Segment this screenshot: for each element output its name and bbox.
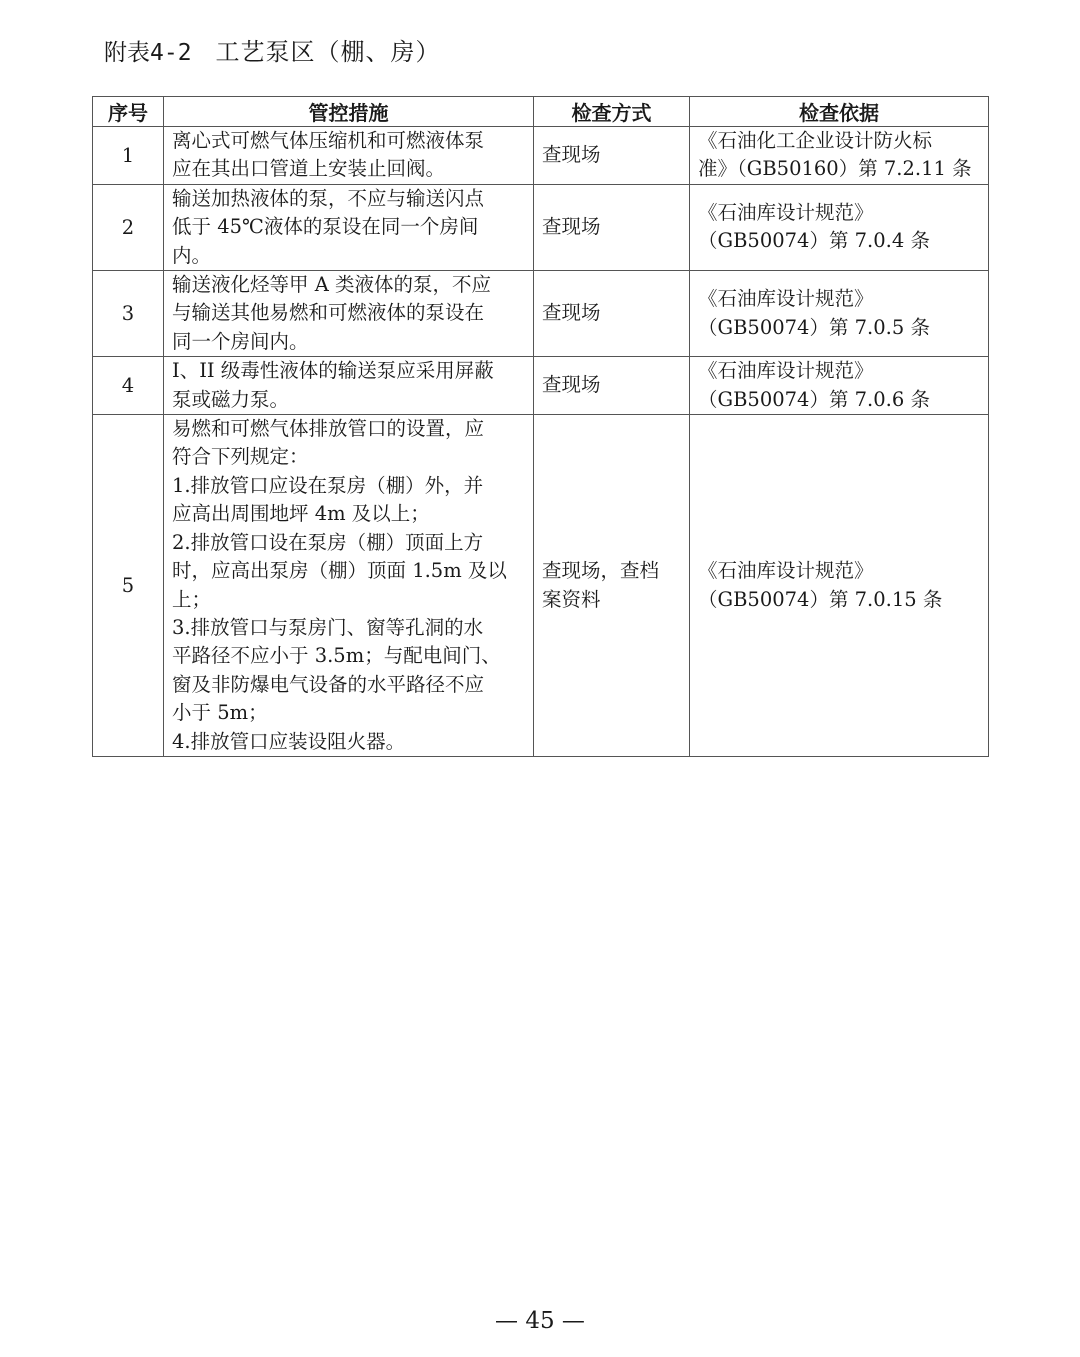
row-measure [164,184,534,270]
table-row [93,271,989,357]
measure-line: 窗及非防爆电气设备的水平路径不应 [172,672,485,696]
row-measure [164,271,534,357]
measure-line: 平路径不应小于 3.5m；与配电间门、 [172,644,501,668]
basis-line: 《石油库设计规范》 [698,359,874,383]
basis-line: 《石油库设计规范》 [698,201,874,225]
basis-line: （GB50074）第 7.0.15 条 [698,587,943,611]
measure-line: 同一个房间内。 [172,329,309,353]
row-seq: 5 [93,415,164,757]
measure-line: 离心式可燃气体压缩机和可燃液体泵 [172,129,485,152]
measure-line: I、II 级毒性液体的输送泵应采用屏蔽 [172,359,494,383]
row-seq: 4 [93,357,164,415]
basis-line: 准》（GB50160）第 7.2.11 条 [698,157,972,181]
row-method [534,271,690,357]
method-line: 查现场，查档 [542,559,660,583]
header-method: 检查方式 [534,97,690,127]
basis-line: 《石油库设计规范》 [698,559,874,583]
table-row [93,415,989,757]
method-line: 查现场 [542,373,601,397]
basis-line: （GB50074）第 7.0.5 条 [698,315,930,339]
measure-line: 输送液化烃等甲 A 类液体的泵，不应 [172,273,491,297]
measure-line: 上； [172,587,212,611]
header-basis: 检查依据 [690,97,989,127]
row-method [534,415,690,757]
header-seq: 序号 [93,97,164,127]
table-row [93,184,989,270]
table-name: 工艺泵区（棚、房） [215,38,441,66]
measure-line: 3.排放管口与泵房门、窗等孔洞的水 [172,615,484,639]
inspection-table [92,96,989,757]
method-line: 查现场 [542,215,601,239]
measure-line: 输送加热液体的泵，不应与输送闪点 [172,186,485,210]
measure-line: 1.排放管口应设在泵房（棚）外，并 [172,473,484,497]
measure-line: 2.排放管口设在泵房（棚）顶面上方 [172,530,484,554]
measure-line: 低于 45℃液体的泵设在同一个房间 [172,215,479,239]
measure-line: 应在其出口管道上安装止回阀。 [172,157,446,181]
row-method [534,127,690,185]
row-basis [690,184,989,270]
row-seq: 1 [93,127,164,185]
measure-line: 与输送其他易燃和可燃液体的泵设在 [172,301,485,325]
row-method [534,184,690,270]
row-seq: 3 [93,271,164,357]
table-header-row [93,97,989,127]
row-basis [690,357,989,415]
measure-line: 易燃和可燃气体排放管口的设置，应 [172,417,485,441]
appendix-table-label: 附表4-2 [104,40,192,66]
row-measure [164,127,534,185]
row-measure [164,357,534,415]
row-seq: 2 [93,184,164,270]
row-method [534,357,690,415]
row-measure [164,415,534,757]
page-number: — 45 — [495,1308,585,1334]
method-line: 查现场 [542,143,601,167]
measure-line: 应高出周围地坪 4m 及以上； [172,502,430,526]
method-line: 案资料 [542,587,601,611]
basis-line: （GB50074）第 7.0.4 条 [698,229,930,253]
measure-line: 时，应高出泵房（棚）顶面 1.5m 及以 [172,559,507,583]
measure-line: 符合下列规定： [172,445,309,469]
row-basis [690,415,989,757]
table-row [93,357,989,415]
basis-line: 《石油化工企业设计防火标 [698,129,933,152]
measure-line: 4.排放管口应装设阻火器。 [172,729,406,753]
row-basis [690,271,989,357]
measure-line: 泵或磁力泵。 [172,387,290,411]
document-title [104,34,441,71]
basis-line: 《石油库设计规范》 [698,287,874,311]
table-row [93,127,989,185]
method-line: 查现场 [542,301,601,325]
basis-line: （GB50074）第 7.0.6 条 [698,387,930,411]
header-measure: 管控措施 [164,97,534,127]
measure-line: 内。 [172,243,212,267]
row-basis [690,127,989,185]
measure-line: 小于 5m； [172,701,268,725]
